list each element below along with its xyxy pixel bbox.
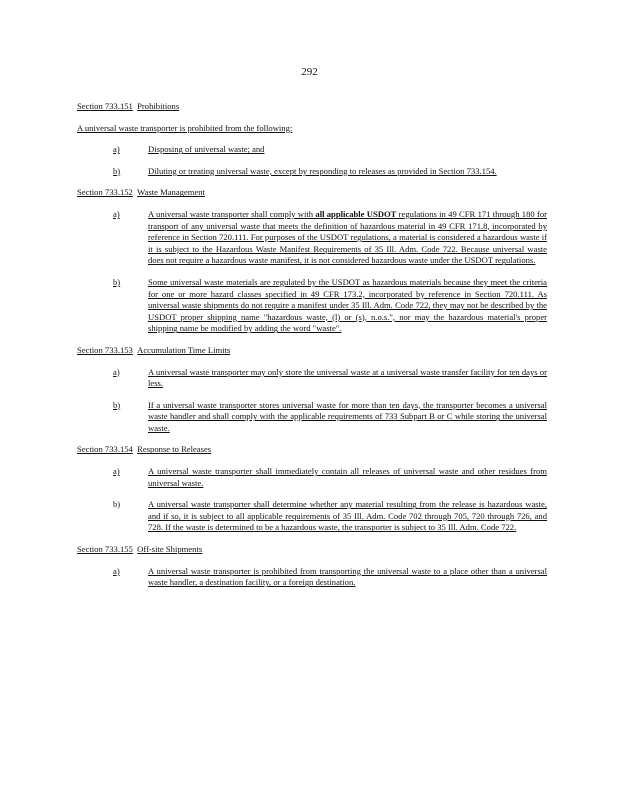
section-heading-733-152 — [77, 187, 547, 199]
item-label: b) — [113, 276, 121, 287]
item-label: a) — [113, 565, 120, 576]
section-title: Accumulation Time Limits — [137, 344, 231, 355]
section-number: Section 733.151 — [77, 101, 133, 111]
section-heading-733-151 — [77, 101, 547, 113]
item-text-part: A universal waste transporter shall comply with — [148, 208, 316, 219]
section-number: Section 733.154 — [77, 444, 133, 455]
list-item — [77, 499, 547, 534]
section-title: Response to Releases — [137, 444, 212, 455]
list-item — [77, 367, 547, 390]
item-text: Diluting or treating universal waste, except by responding to releases as provided in Section 733.154. — [148, 165, 497, 176]
item-label: b) — [113, 399, 121, 410]
section-title: Waste Management — [137, 187, 205, 198]
section-heading-733-155 — [77, 544, 547, 556]
item-text: Disposing of universal waste; and — [148, 144, 265, 155]
section-number: Section 733.152 — [77, 187, 133, 198]
document-body — [77, 101, 547, 599]
item-label: a) — [113, 366, 120, 377]
section-heading-733-154 — [77, 444, 547, 456]
list-item — [77, 144, 547, 156]
list-item — [77, 466, 547, 489]
item-text: A universal waste transporter may only store the universal waste at a universal waste transfer facility for ten days or less. — [148, 366, 547, 389]
page-number: 292 — [301, 66, 318, 78]
item-text-emphasis: all applicable USDOT — [315, 208, 397, 219]
list-item — [77, 277, 547, 335]
item-label: a) — [113, 466, 120, 477]
list-item — [77, 209, 547, 267]
section-title: Off-site Shipments — [137, 544, 203, 555]
item-label: b) — [113, 165, 121, 176]
section-lead — [77, 123, 547, 135]
item-label: a) — [113, 208, 120, 219]
item-text: A universal waste transporter shall immediately contain all releases of universal waste and other residues from universal waste. — [148, 466, 547, 488]
section-lead-text: A universal waste transporter is prohibited from the following: — [77, 122, 293, 133]
item-label: b) — [113, 499, 121, 510]
section-number: Section 733.153 — [77, 344, 133, 355]
item-text — [148, 209, 547, 267]
section-title: Prohibitions — [137, 101, 180, 111]
item-label: a) — [113, 144, 120, 155]
list-item — [77, 400, 547, 435]
section-number: Section 733.155 — [77, 544, 133, 555]
item-text: Some universal waste materials are regulated by the USDOT as hazardous materials because they meet the criteria for one or more hazard classes specified in 49 CFR 173.2, incorporated by reference in Section 720.111. As universal waste shipments do not require a manifest under 35 Ill. Adm. Code 722, they may not be described by the USDOT proper shipping name "hazardous waste, (l) or (s), n.o.s.", nor may the hazardous material's proper shipping name be modified by adding the word "waste". — [148, 276, 547, 334]
list-item — [77, 166, 547, 178]
item-text: A universal waste transporter shall determine whether any material resulting from the release is hazardous waste, and if so, it is subject to all applicable requirements of 35 Ill. Adm. Code 702 through 705, 720 through 726, and 728. If the waste is determined to be a hazardous waste, the transporter is subject to 35 Ill. Adm. Code 722. — [148, 499, 547, 533]
item-text: A universal waste transporter is prohibited from transporting the universal waste to a place other than a universal waste handler, a destination facility, or a foreign destination. — [148, 565, 547, 588]
item-text-part: regulations in 49 CFR 171 through 180 for transport of any universal waste that meets the definition of hazardous material in 49 CFR 171.8, incorporated by reference in Section 720.111. For purposes of the USDOT regulations, a material is considered a hazardous waste if it is subject to the Hazardous Waste Manifest Requirements of 35 Ill. Adm. Code 722. Because universal waste does not require a hazardous waste manifest, it is not considered hazardous waste under the USDOT regulations. — [148, 208, 547, 266]
section-heading-733-153 — [77, 345, 547, 357]
item-text: If a universal waste transporter stores universal waste for more than ten days, the transporter becomes a universal waste handler and shall comply with the applicable requirements of 733 Subpart B or C while storing the universal waste. — [148, 399, 547, 433]
list-item — [77, 566, 547, 589]
